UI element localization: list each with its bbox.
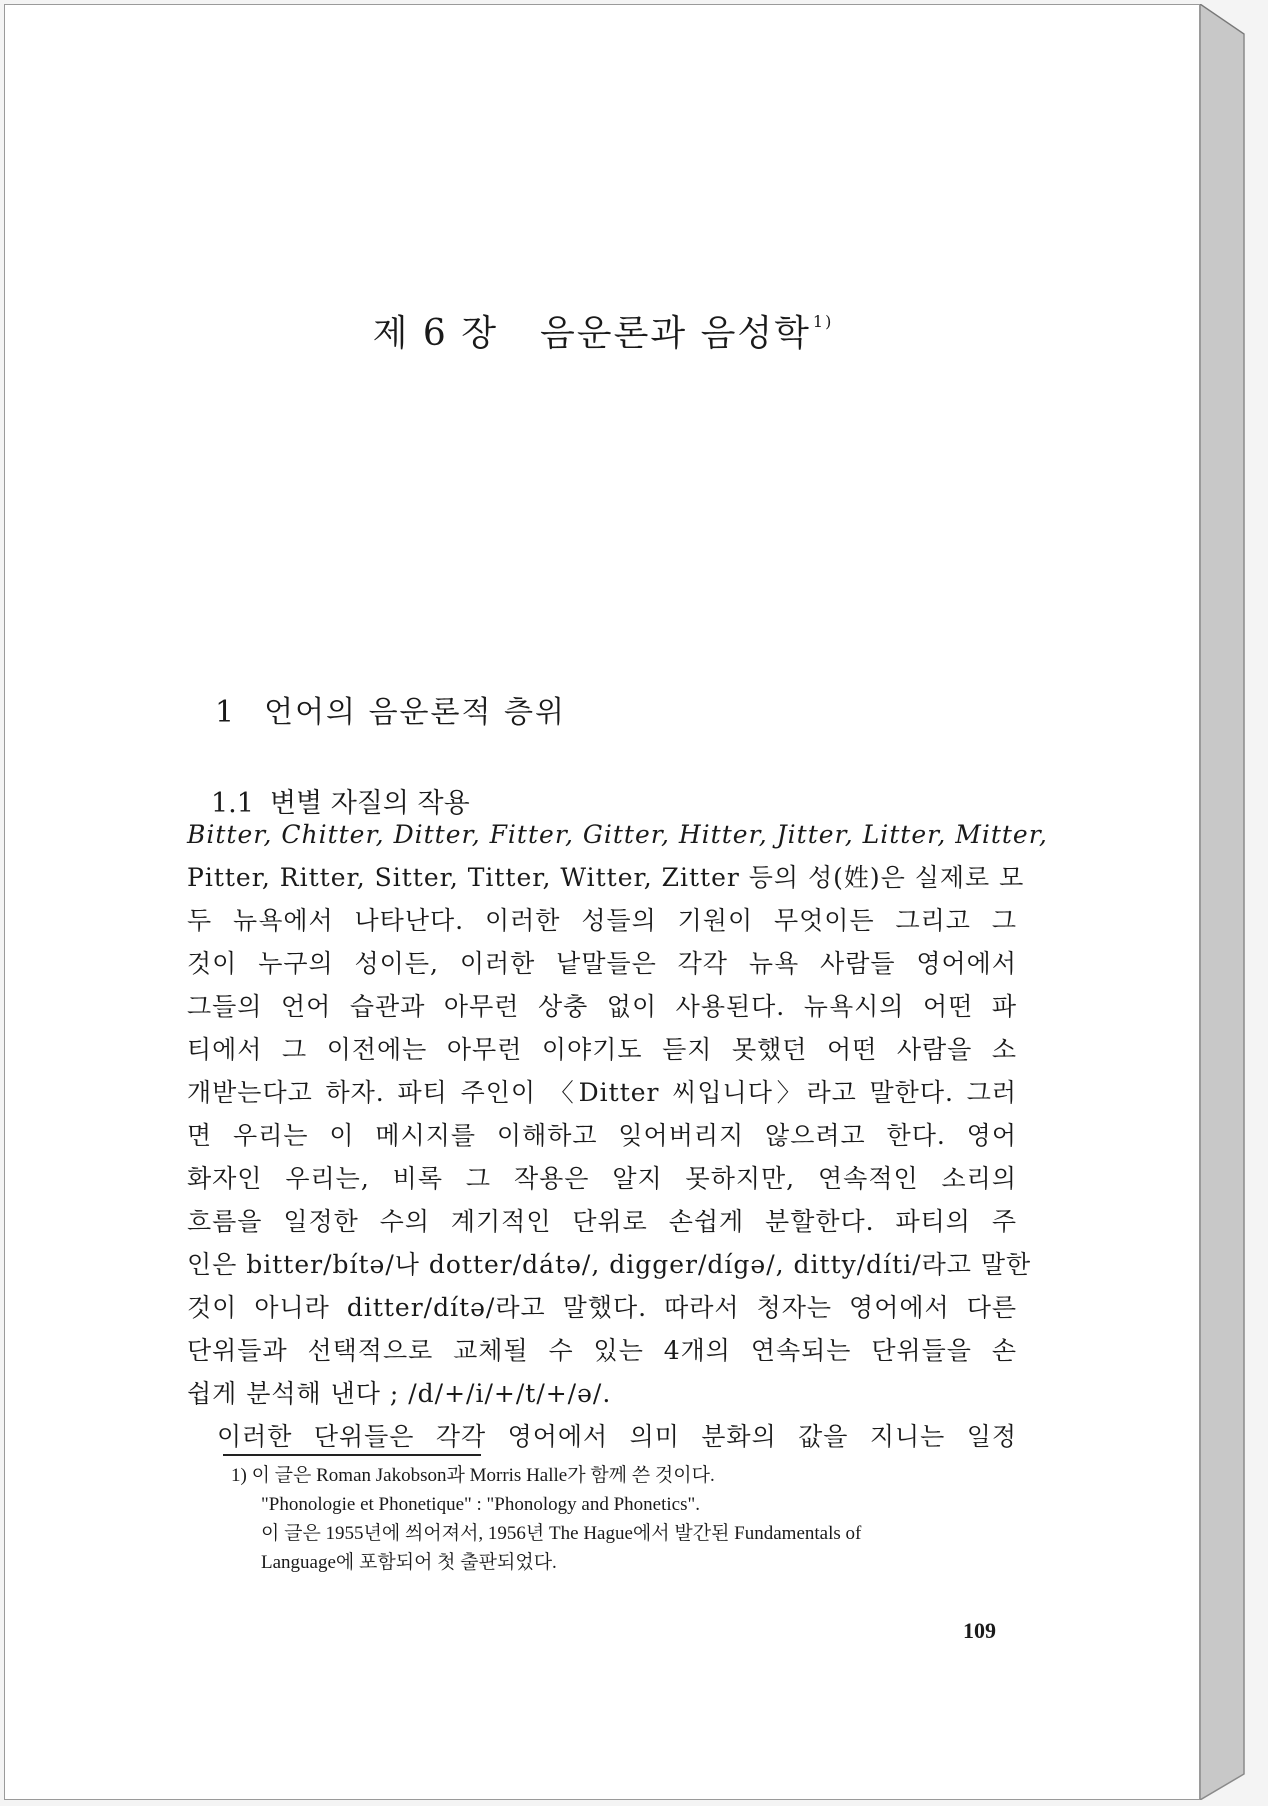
footnotes [231, 1461, 1031, 1577]
body-line: 단위들과 선택적으로 교체될 수 있는 4개의 연속되는 단위들을 손 [187, 1336, 1017, 1365]
footnote-line: 이 글은 1955년에 씌어져서, 1956년 The Hague에서 발간된 Fundamentals of [261, 1523, 862, 1544]
body-line: 개받는다고 하자. 파티 주인이 〈Ditter 씨입니다〉라고 말한다. 그러 [187, 1078, 1017, 1107]
body-line: 면 우리는 이 메시지를 이해하고 잊어버리지 않으려고 한다. 영어 [187, 1121, 1017, 1150]
section-heading [215, 687, 566, 731]
subsection-title: 변별 자질의 작용 [269, 788, 470, 819]
book-page-edge [1200, 4, 1248, 1800]
chapter-footnote-ref[interactable]: 1) [812, 312, 834, 331]
body-line: 두 뉴욕에서 나타난다. 이러한 성들의 기원이 무엇이든 그리고 그 [187, 906, 1017, 935]
body-line: 것이 누구의 성이든, 이러한 낱말들은 각각 뉴욕 사람들 영어에서 [187, 949, 1017, 978]
body-line: 그들의 언어 습관과 아무런 상충 없이 사용된다. 뉴욕시의 어떤 파 [187, 992, 1017, 1021]
page-stack-shadow [1200, 4, 1248, 1800]
book-page [4, 4, 1200, 1800]
body-line: Bitter, Chitter, Ditter, Fitter, Gitter, Hitter, Jitter, Litter, Mitter, [187, 820, 1048, 849]
section-title: 언어의 음운론적 층위 [264, 695, 566, 730]
footnote-line: Language에 포함되어 첫 출판되었다. [261, 1552, 557, 1573]
body-line: 쉽게 분석해 낸다 ; /d/+/i/+/t/+/ə/. [187, 1379, 612, 1408]
footnote-line: "Phonologie et Phonetique" : "Phonology and Phonetics". [261, 1494, 700, 1515]
page-number: 109 [963, 1618, 996, 1643]
body-line: 흐름을 일정한 수의 계기적인 단위로 손쉽게 분할한다. 파티의 주 [187, 1207, 1017, 1236]
chapter-title-text: 음운론과 음성학 [540, 313, 811, 354]
footnote-divider [223, 1454, 481, 1456]
body-line: 화자인 우리는, 비록 그 작용은 알지 못하지만, 연속적인 소리의 [187, 1164, 1017, 1193]
footnote-line: 1) 이 글은 Roman Jakobson과 Morris Halle가 함께 쓴 것이다. [231, 1465, 715, 1486]
body-line: 것이 아니라 ditter/dítə/라고 말했다. 따라서 청자는 영어에서 다른 [187, 1293, 1017, 1322]
body-line: Pitter, Ritter, Sitter, Titter, Witter, Zitter 등의 성(姓)은 실제로 모 [187, 863, 1025, 892]
subsection-number: 1.1 [211, 788, 254, 819]
chapter-title [5, 305, 1201, 356]
chapter-number: 제 6 장 [372, 313, 499, 354]
body-line: 인은 bitter/bítə/나 dotter/dátə/, digger/dígə/, ditty/díti/라고 말한 [187, 1250, 1032, 1279]
body-line: 이러한 단위들은 각각 영어에서 의미 분화의 값을 지니는 일정 [217, 1422, 1017, 1451]
body-text [187, 813, 1048, 1458]
body-line: 티에서 그 이전에는 아무런 이야기도 듣지 못했던 어떤 사람을 소 [187, 1035, 1017, 1064]
section-number: 1 [215, 695, 237, 730]
